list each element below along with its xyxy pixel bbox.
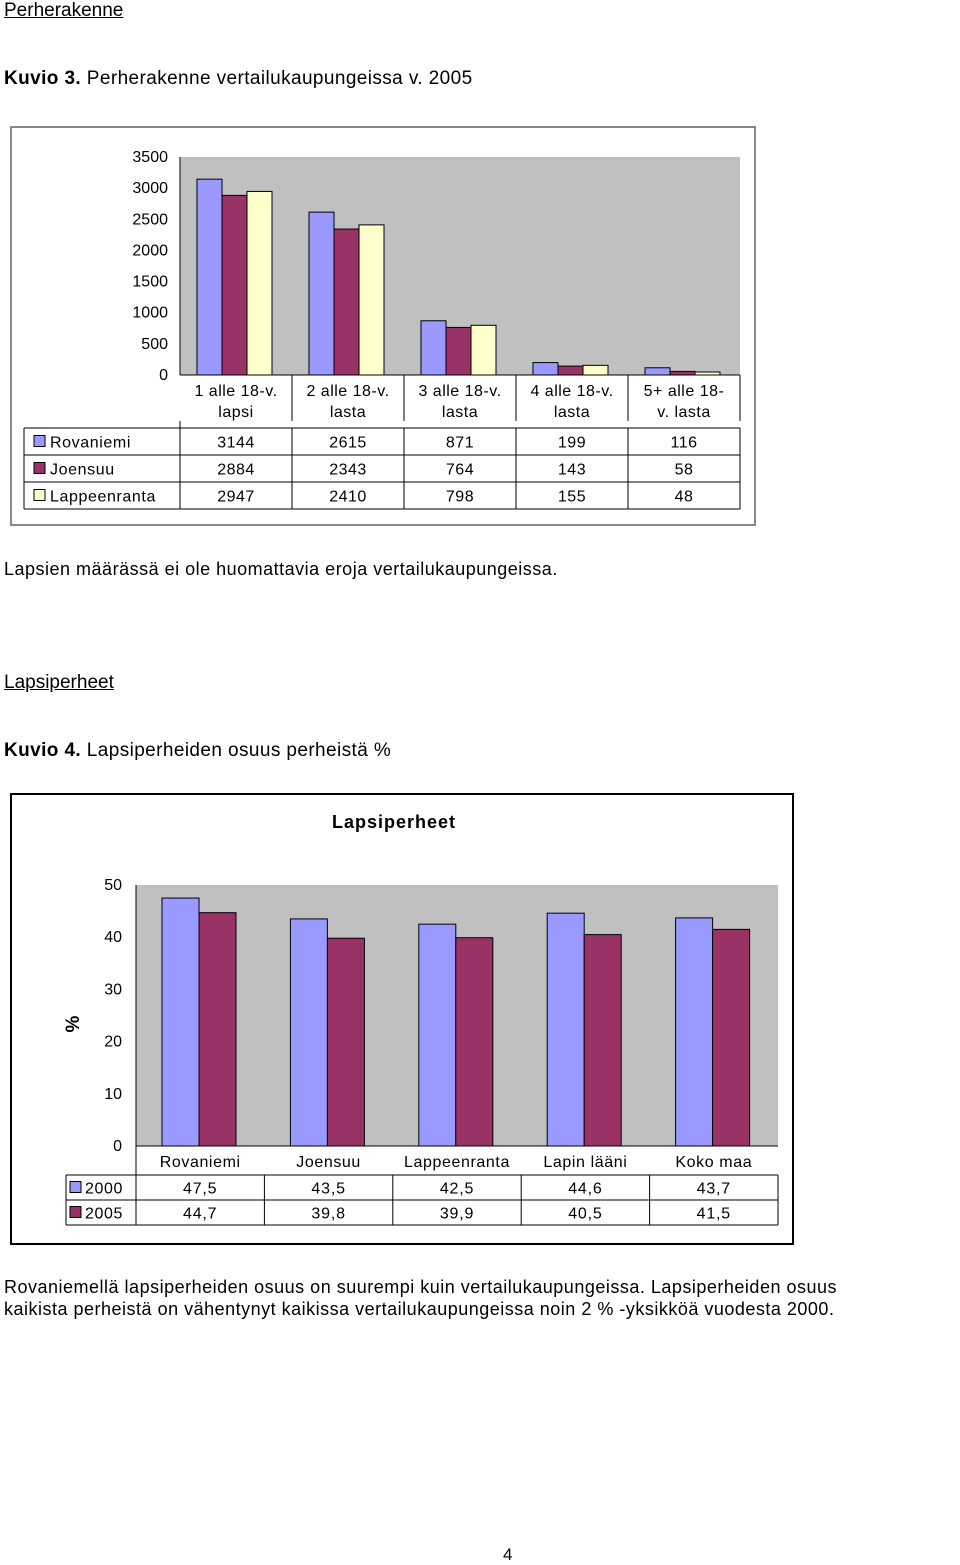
section-link-lapsiperheet[interactable]: Lapsiperheet (4, 672, 114, 693)
chart1-y-tick-2: 1000 (132, 304, 168, 322)
chart2-bar-4-0 (676, 918, 713, 1146)
chart2-bar-1-1 (327, 938, 364, 1146)
chart2-y-tick-1: 10 (104, 1085, 122, 1103)
paragraph-2-line-2: kaikista perheistä on vähentynyt kaikissa vertailukaupungeissa noin 2 % -yksikköä vuodesta 2000. (4, 1299, 835, 1319)
figure4-label: Kuvio 4. (4, 740, 82, 761)
chart2-y-tick-3: 30 (104, 981, 122, 999)
chart2-legend-key-1 (70, 1207, 81, 1218)
chart1-bar-4-1 (670, 371, 695, 375)
chart2-legend-label-1: 2005 (85, 1205, 123, 1223)
chart1-y-tick-4: 2000 (132, 242, 168, 260)
chart1-bar-2-2 (471, 325, 496, 375)
chart1-bar-2-1 (446, 327, 471, 375)
chart2-x-label-0: Rovaniemi (159, 1154, 241, 1171)
chart2-bar-4-1 (713, 929, 750, 1146)
chart2-bar-0-1 (199, 913, 236, 1146)
chart2-value-0-4: 43,7 (696, 1180, 731, 1198)
chart1-bar-2-0 (421, 321, 446, 375)
chart2-value-1-2: 39,9 (439, 1205, 475, 1223)
chart2-x-label-3: Lapin lääni (543, 1154, 628, 1171)
chart1-value-0-1: 2615 (329, 434, 367, 452)
figure3-label: Kuvio 3. (4, 68, 82, 89)
chart2-legend-label-0: 2000 (85, 1180, 123, 1198)
chart1-bar-1-1 (334, 229, 359, 375)
chart1-legend-key-0 (34, 436, 45, 447)
chart2-bar-3-1 (584, 935, 621, 1146)
chart1-bar-4-0 (645, 368, 670, 375)
chart2-value-1-4: 41,5 (696, 1205, 731, 1223)
chart1-value-1-2: 764 (445, 461, 475, 479)
chart1-value-2-1: 2410 (329, 488, 367, 506)
chart2-value-1-0: 44,7 (183, 1205, 218, 1223)
paragraph-1: Lapsien määrässä ei ole huomattavia eroja vertailukaupungeissa. (4, 559, 558, 579)
chart2-y-tick-2: 20 (104, 1033, 122, 1051)
chart1-x-label-2-1: lasta (441, 404, 479, 421)
chart1-bar-3-2 (583, 365, 608, 375)
chart1-value-2-0: 2947 (217, 488, 255, 506)
chart2-value-1-1: 39,8 (311, 1205, 346, 1223)
chart1-x-label-2-0: 3 alle 18-v. (418, 383, 502, 400)
chart2-y-tick-4: 40 (104, 929, 122, 947)
chart1-x-label-4-0: 5+ alle 18- (643, 383, 725, 400)
chart1-bar-1-0 (309, 212, 334, 375)
chart2-value-0-2: 42,5 (439, 1180, 475, 1198)
chart1-legend-label-0: Rovaniemi (50, 434, 131, 452)
chart2-y-axis-label: % (63, 1015, 84, 1033)
chart1-value-2-3: 155 (557, 488, 587, 506)
chart1-legend-key-2 (34, 490, 45, 501)
chart1-value-2-4: 48 (674, 488, 694, 506)
chart1-value-1-4: 58 (674, 461, 694, 479)
chart1-x-label-0-1: lapsi (218, 404, 254, 421)
chart2-title: Lapsiperheet (331, 812, 457, 832)
chart2-x-label-2: Lappeenranta (404, 1154, 510, 1171)
chart2-value-0-0: 47,5 (183, 1180, 218, 1198)
chart1-value-1-1: 2343 (329, 461, 367, 479)
chart1-bar-0-0 (197, 179, 222, 375)
chart1-y-tick-7: 3500 (132, 149, 168, 166)
chart1-y-tick-3: 1500 (132, 273, 168, 291)
chart2-bar-2-1 (456, 938, 493, 1146)
chart1-bar-1-2 (359, 225, 384, 375)
chart1-legend-label-2: Lappeenranta (50, 488, 156, 506)
chart1-x-label-4-1: v. lasta (657, 404, 711, 421)
chart2-bar-1-0 (290, 919, 327, 1146)
chart1-x-label-3-1: lasta (553, 404, 591, 421)
chart2-value-1-3: 40,5 (568, 1205, 603, 1223)
chart1-bar-0-2 (247, 191, 272, 375)
chart1-value-0-2: 871 (445, 434, 475, 452)
chart-family-share (10, 793, 794, 1245)
chart1-value-1-0: 2884 (217, 461, 255, 479)
paragraph-2-line-1: Rovaniemellä lapsiperheiden osuus on suurempi kuin vertailukaupungeissa. Lapsiperheiden osuus (4, 1277, 837, 1297)
chart1-legend-label-1: Joensuu (50, 461, 115, 479)
chart2-bar-0-0 (162, 898, 199, 1146)
chart2-value-0-1: 43,5 (311, 1180, 346, 1198)
chart1-y-tick-6: 3000 (132, 180, 168, 198)
chart2-x-label-4: Koko maa (675, 1154, 753, 1171)
chart1-x-label-3-0: 4 alle 18-v. (530, 383, 614, 400)
chart2-bar-2-0 (419, 924, 456, 1146)
chart1-legend-key-1 (34, 463, 45, 474)
chart1-value-0-0: 3144 (217, 434, 255, 452)
chart1-x-label-0-0: 1 alle 18-v. (194, 383, 278, 400)
chart2-x-label-1: Joensuu (296, 1154, 361, 1171)
chart2-legend-key-0 (70, 1182, 81, 1193)
chart1-bar-3-1 (558, 366, 583, 375)
chart1-value-2-2: 798 (445, 488, 475, 506)
figure3-caption (4, 68, 473, 90)
chart1-x-label-1-0: 2 alle 18-v. (306, 383, 390, 400)
chart1-value-0-4: 116 (670, 434, 698, 452)
page-number: 4 (503, 1545, 513, 1564)
figure4-caption (4, 740, 391, 762)
chart1-y-tick-1: 500 (141, 335, 168, 353)
figure3-title: Perherakenne vertailukaupungeissa v. 2005 (86, 68, 473, 89)
chart2-y-tick-5: 50 (104, 877, 122, 894)
chart2-y-tick-0: 0 (113, 1138, 122, 1155)
chart1-bar-3-0 (533, 363, 558, 375)
chart1-y-tick-0: 0 (159, 367, 168, 384)
section-link-perherakenne[interactable]: Perherakenne (4, 0, 124, 21)
figure4-title: Lapsiperheiden osuus perheistä % (86, 740, 392, 761)
chart-family-structure (10, 126, 756, 526)
chart1-x-label-1-1: lasta (329, 404, 367, 421)
chart1-value-1-3: 143 (557, 461, 587, 479)
chart1-bar-0-1 (222, 195, 247, 375)
chart2-value-0-3: 44,6 (568, 1180, 603, 1198)
chart1-y-tick-5: 2500 (132, 211, 168, 229)
chart1-value-0-3: 199 (557, 434, 587, 452)
chart2-bar-3-0 (547, 913, 584, 1146)
